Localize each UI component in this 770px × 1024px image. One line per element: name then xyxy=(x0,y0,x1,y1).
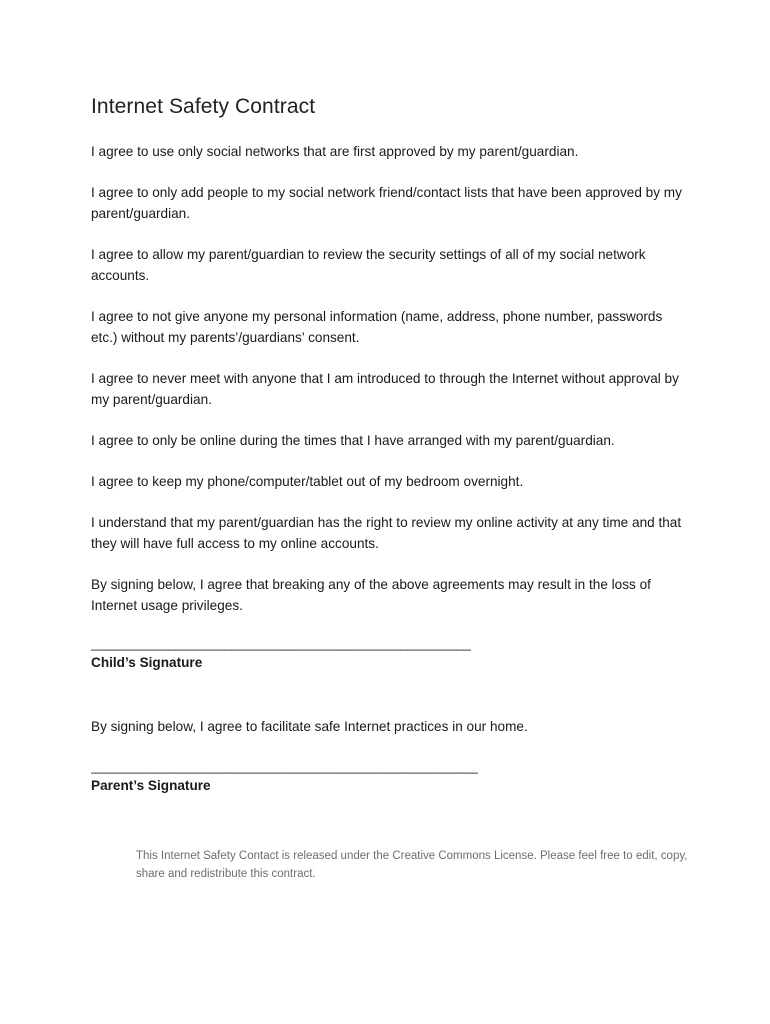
facilitate-statement: By signing below, I agree to facilitate safe Internet practices in our home. xyxy=(91,719,528,734)
clause-item: I agree to never meet with anyone that I am introduced to through the Internet without approval by my parent/guardian. xyxy=(91,371,679,407)
clause-item: I agree to not give anyone my personal information (name, address, phone number, passwords etc.) without my parents’/guardians’ consent. xyxy=(91,309,663,345)
clause-item: I understand that my parent/guardian has the right to review my online activity at any time and that they will have full access to my online accounts. xyxy=(91,515,682,551)
clause-item: I agree to keep my phone/computer/tablet out of my bedroom overnight. xyxy=(91,474,524,489)
child-signature-label: Child’s Signature xyxy=(91,655,203,670)
parent-signature-line[interactable]: _______________________________________________________ xyxy=(91,759,478,774)
parent-signature-label: Parent’s Signature xyxy=(91,778,211,793)
clause-item: I agree to use only social networks that are first approved by my parent/guardian. xyxy=(91,144,579,159)
clause-list xyxy=(91,141,691,636)
page-title: Internet Safety Contract xyxy=(91,95,316,118)
clause-item: I agree to only be online during the times that I have arranged with my parent/guardian. xyxy=(91,433,615,448)
license-note: This Internet Safety Contact is released under the Creative Commons License. Please feel free to edit, copy, share and redistribute this contract. xyxy=(136,850,688,880)
clause-item: I agree to allow my parent/guardian to review the security settings of all of my social network accounts. xyxy=(91,247,646,283)
clause-item: By signing below, I agree that breaking any of the above agreements may result in the loss of Internet usage privileges. xyxy=(91,577,651,613)
clause-item: I agree to only add people to my social network friend/contact lists that have been approved by my parent/guardian. xyxy=(91,185,682,221)
child-signature-line[interactable]: ______________________________________________________ xyxy=(91,636,471,651)
